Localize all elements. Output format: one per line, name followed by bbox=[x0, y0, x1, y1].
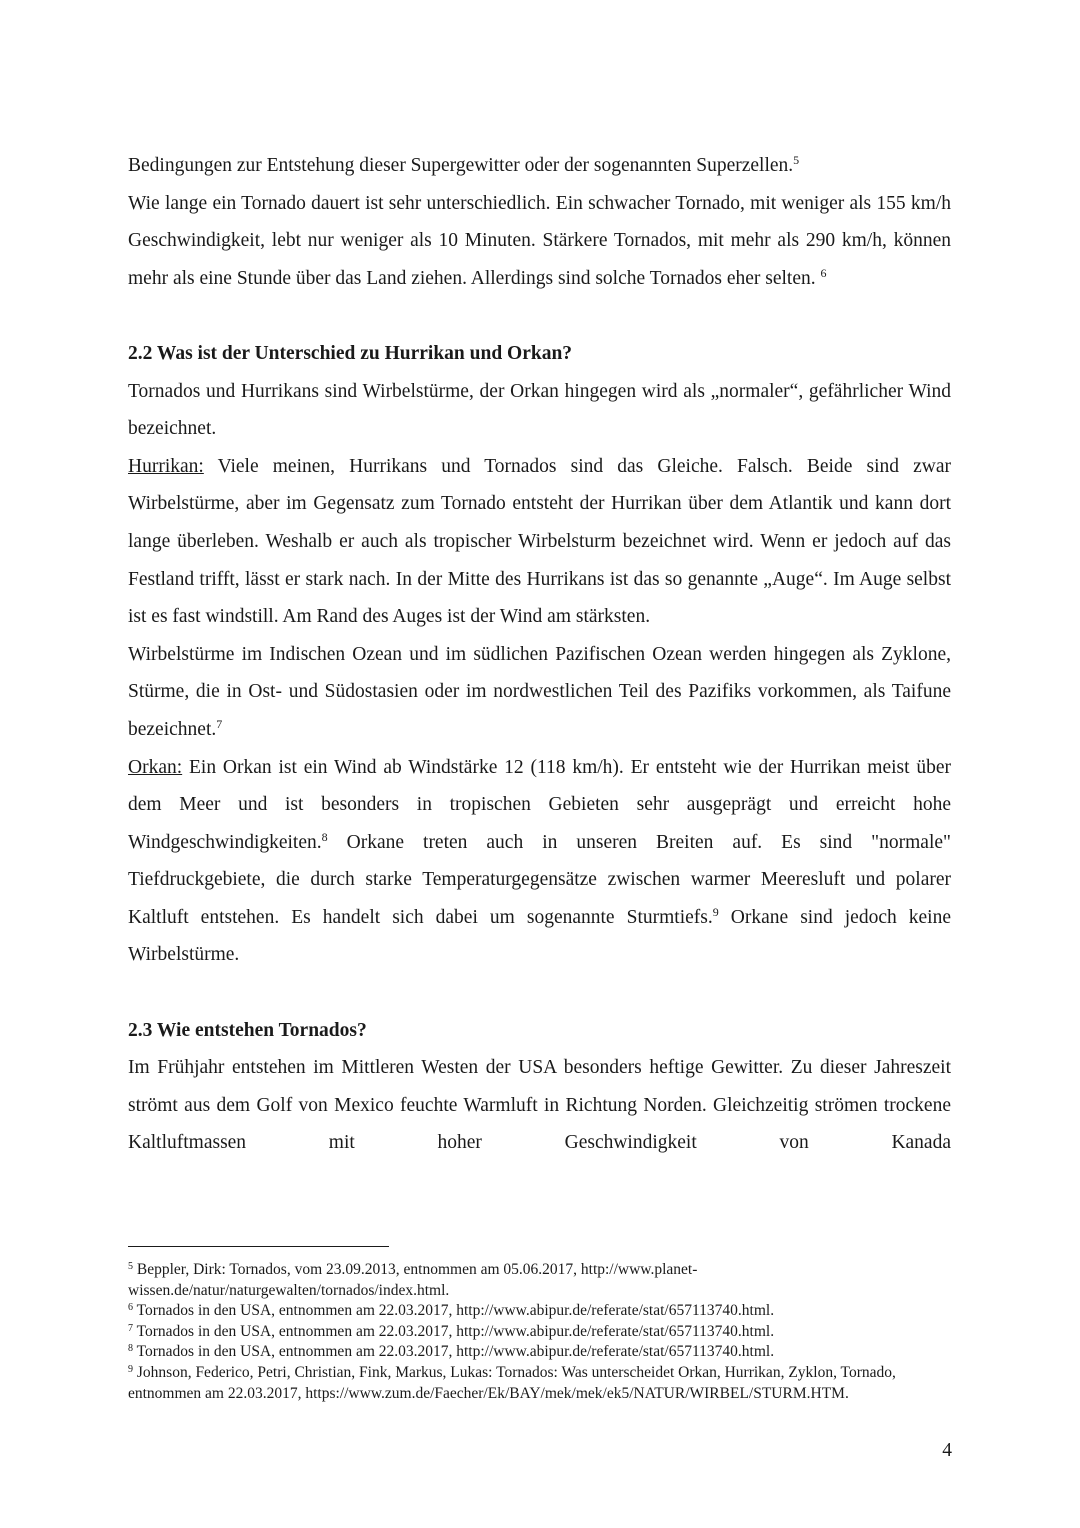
footnote-ref: 8 bbox=[321, 829, 328, 844]
footnote-text: Johnson, Federico, Petri, Christian, Fink, Markus, Lukas: Tornados: Was unterscheidet Orkan, Hurrikan, Zyklon, Tornado, entnommen am 22.03.2017, https://www.zum.de/Faecher/Ek/BAY/mek/mek/ek5/NATUR/WIRBEL/STURM.HTM. bbox=[128, 1363, 896, 1402]
footnote-number: 7 bbox=[128, 1322, 133, 1334]
paragraph-entstehung: Im Frühjahr entstehen im Mittleren Westen der USA besonders heftige Gewitter. Zu dieser Jahreszeit strömt aus dem Golf von Mexico feuchte Warmluft in Richtung Norden. Gleichzeitig strömen trockene Kaltluftmassen mit hoher Geschwindigkeit von Kanada bbox=[128, 1057, 951, 1154]
footnote-number: 5 bbox=[128, 1261, 133, 1272]
paragraph-text: Ein Orkan ist ein Wind ab Windstärke 12 (118 km/h). Er entsteht wie der Hurrikan meist über dem Meer und ist besonders in tropischen Gebieten sehr ausgeprägt und erreicht hohe Windgeschwindigkeiten. bbox=[128, 756, 951, 853]
footnote-text: Tornados in den USA, entnommen am 22.03.2017, http://www.abipur.de/referate/stat/657113740.html. bbox=[136, 1322, 775, 1340]
footnote bbox=[128, 1260, 928, 1301]
spacer bbox=[128, 297, 951, 335]
footnote-text: Tornados in den USA, entnommen am 22.03.2017, http://www.abipur.de/referate/stat/657113740.html. bbox=[136, 1343, 775, 1361]
footnote bbox=[128, 1363, 928, 1404]
footnote bbox=[128, 1301, 928, 1322]
paragraph-text: Orkane sind jedoch keine Wirbelstürme. bbox=[128, 906, 951, 966]
footnote-ref: 9 bbox=[712, 904, 719, 919]
footnote bbox=[128, 1342, 928, 1363]
footnote bbox=[128, 1322, 928, 1343]
paragraph-text: Wirbelstürme im Indischen Ozean und im südlichen Pazifischen Ozean werden hingegen als Zyklone, Stürme, die in Ost- und Südostasien oder im nordwestlichen Teil des Pazifiks vorkommen, als Taifune bezeichnet. bbox=[128, 643, 951, 740]
footnote-separator bbox=[128, 1246, 389, 1247]
paragraph-zyklone bbox=[128, 636, 951, 749]
body-text bbox=[128, 147, 951, 1162]
footnote-number: 6 bbox=[128, 1302, 133, 1314]
page-number: 4 bbox=[942, 1440, 952, 1461]
footnote-ref: 7 bbox=[216, 716, 223, 731]
paragraph-orkan bbox=[128, 749, 951, 975]
paragraph-superzellen bbox=[128, 147, 951, 185]
footnote-number: 9 bbox=[128, 1363, 133, 1375]
paragraph-text: Wie lange ein Tornado dauert ist sehr unterschiedlich. Ein schwacher Tornado, mit weniger als 155 km/h Geschwindigkeit, lebt nur weniger als 10 Minuten. Stärkere Tornados, mit mehr als 290 km/h, können mehr als eine Stunde über das Land ziehen. Allerdings sind solche Tornados eher selten. bbox=[128, 192, 951, 289]
footnote-ref: 5 bbox=[793, 153, 800, 167]
spacer bbox=[128, 974, 951, 1012]
section-heading-2-2: 2.2 Was ist der Unterschied zu Hurrikan und Orkan? bbox=[128, 342, 573, 364]
paragraph-hurrikan bbox=[128, 448, 951, 636]
footnote-text: Tornados in den USA, entnommen am 22.03.2017, http://www.abipur.de/referate/stat/657113740.html. bbox=[136, 1302, 775, 1320]
paragraph-text: Viele meinen, Hurrikans und Tornados sind das Gleiche. Falsch. Beide sind zwar Wirbelstürme, aber im Gegensatz zum Tornado entsteht der Hurrikan über dem Atlantik und kann dort lange überleben. Weshalb er auch als tropischer Wirbelsturm bezeichnet wird. Wenn er jedoch auf das Festland trifft, lässt er stark nach. In der Mitte des Hurrikans ist das so genannte „Auge“. Im Auge selbst ist es fast windstill. Am Rand des Auges ist der Wind am stärksten. bbox=[128, 455, 951, 628]
term-hurrikan: Hurrikan: bbox=[128, 455, 204, 477]
footnote-ref: 6 bbox=[820, 265, 827, 280]
footnotes bbox=[128, 1260, 928, 1404]
footnote-text: Beppler, Dirk: Tornados, vom 23.09.2013, entnommen am 05.06.2017, http://www.planet-wissen.de/natur/naturgewalten/tornados/index.html. bbox=[128, 1261, 698, 1299]
section-heading-2-3: 2.3 Wie entstehen Tornados? bbox=[128, 1019, 367, 1041]
paragraph-text: Bedingungen zur Entstehung dieser Supergewitter oder der sogenannten Superzellen. bbox=[128, 155, 794, 176]
paragraph-text: Orkane treten auch in unseren Breiten auf. Es sind "normale" Tiefdruckgebiete, die durch starke Temperaturgegensätze zwischen warmer Meeresluft und polarer Kaltluft entstehen. Es handelt sich dabei um sogenannte Sturmtiefs. bbox=[128, 831, 951, 928]
term-orkan: Orkan: bbox=[128, 756, 183, 778]
paragraph-tornado-dauer bbox=[128, 185, 951, 298]
footnote-number: 8 bbox=[128, 1343, 133, 1355]
paragraph-intro: Tornados und Hurrikans sind Wirbelstürme, der Orkan hingegen wird als „normaler“, gefährlicher Wind bezeichnet. bbox=[128, 380, 951, 440]
